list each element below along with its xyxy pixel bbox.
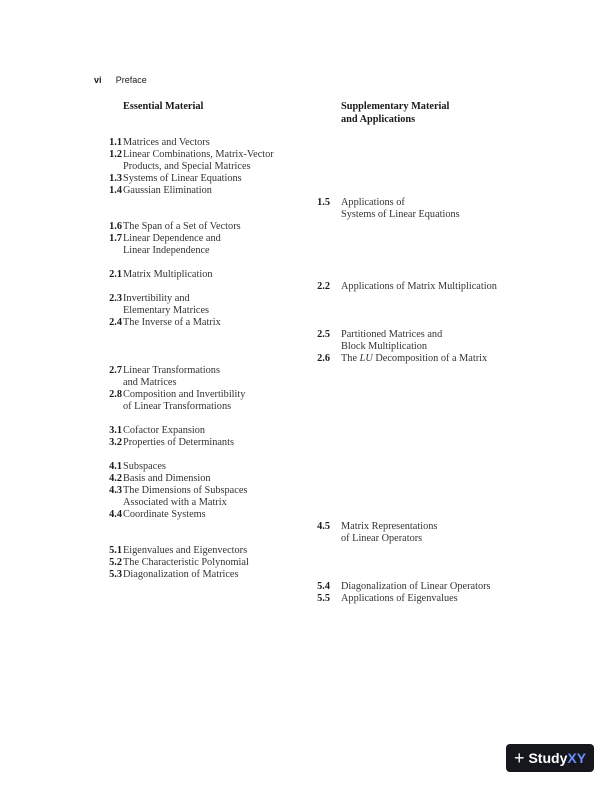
section-title-line: and Matrices [123, 377, 177, 389]
section-title-line: Basis and Dimension [123, 473, 211, 484]
section-title-line: Coordinate Systems [123, 509, 206, 520]
section-title-line: Cofactor Expansion [123, 425, 206, 436]
section-number: 2.7 [109, 365, 122, 376]
section-title [341, 521, 437, 545]
section-title [123, 137, 210, 149]
section-number: 4.4 [109, 509, 122, 520]
section-number: 2.3 [109, 293, 122, 304]
section-title-line: Block Multiplication [341, 341, 428, 353]
section-title [123, 269, 213, 281]
section-title-line: Linear Independence [123, 245, 210, 257]
section-number: 1.1 [109, 137, 122, 148]
section-title [123, 317, 221, 329]
section-number: 3.1 [109, 425, 122, 436]
section-title [123, 545, 247, 557]
section-title-line: Elementary Matrices [123, 305, 210, 317]
section-title-line: Invertibility and [123, 293, 190, 304]
section-number: 2.4 [109, 317, 122, 328]
section-title [123, 365, 220, 389]
running-title: Preface [115, 75, 147, 85]
section-title [341, 353, 487, 365]
section-title-line: Linear Combinations, Matrix-Vector [123, 149, 274, 160]
section-title-line: Diagonalization of Linear Operators [341, 581, 491, 592]
section-title-line: Systems of Linear Equations [123, 173, 242, 184]
section-title-line: Eigenvalues and Eigenvectors [123, 545, 248, 556]
section-number: 5.2 [109, 557, 122, 568]
section-title [123, 233, 221, 257]
section-title [123, 149, 274, 173]
section-title [123, 461, 166, 473]
section-number: 2.6 [317, 353, 330, 364]
section-number: 2.1 [109, 269, 122, 280]
section-title [123, 473, 211, 485]
section-number: 5.5 [317, 593, 330, 604]
section-title-line: Systems of Linear Equations [341, 209, 460, 221]
section-title [341, 197, 460, 221]
section-title-line: Matrix Multiplication [123, 269, 213, 280]
section-number: 4.1 [109, 461, 122, 472]
section-title-line: The Dimensions of Subspaces [123, 485, 248, 496]
section-number: 2.2 [317, 281, 330, 292]
section-title-line: Matrices and Vectors [123, 137, 210, 148]
page-header [94, 75, 147, 85]
section-number: 1.7 [109, 233, 122, 244]
section-title-line: Diagonalization of Matrices [123, 569, 239, 580]
studyxy-logo: + StudyXY [506, 744, 594, 772]
section-number: 1.4 [109, 185, 122, 196]
section-title [123, 173, 242, 185]
section-title [123, 221, 241, 233]
section-title [341, 593, 458, 605]
section-title-line: Applications of [341, 197, 405, 208]
section-number: 2.8 [109, 389, 122, 400]
section-title-line: The LU Decomposition of a Matrix [341, 353, 488, 364]
section-number: 1.5 [317, 197, 330, 208]
section-title-line: Composition and Invertibility [123, 389, 246, 400]
section-title [123, 293, 209, 317]
section-title-line: Properties of Determinants [123, 437, 234, 448]
section-title-line: The Inverse of a Matrix [123, 317, 221, 328]
section-number: 4.5 [317, 521, 330, 532]
section-number: 4.3 [109, 485, 122, 496]
section-number: 5.3 [109, 569, 122, 580]
section-title-line: Subspaces [123, 461, 166, 472]
section-number: 5.4 [317, 581, 330, 592]
section-number: 5.1 [109, 545, 122, 556]
section-number: 3.2 [109, 437, 122, 448]
section-number: 1.2 [109, 149, 122, 160]
plus-icon: + [513, 748, 525, 768]
section-title [123, 569, 239, 581]
section-number: 1.6 [109, 221, 122, 232]
section-title-line: Applications of Matrix Multiplication [341, 281, 497, 292]
section-title [123, 425, 205, 437]
section-title-line: Gaussian Elimination [123, 185, 212, 196]
essential-heading: Essential Material [123, 101, 204, 112]
section-title [123, 185, 212, 197]
section-title [341, 281, 497, 293]
section-title-line: The Span of a Set of Vectors [123, 221, 241, 232]
supplementary-heading: Supplementary Material and Applications [341, 101, 450, 125]
page-number: vi [94, 75, 102, 85]
section-title-line: Partitioned Matrices and [341, 329, 443, 340]
section-title-line: Products, and Special Matrices [123, 161, 251, 173]
section-title [123, 437, 234, 449]
section-title-line: of Linear Transformations [123, 401, 232, 413]
section-number: 1.3 [109, 173, 122, 184]
section-number: 4.2 [109, 473, 122, 484]
section-title-line: Matrix Representations [341, 521, 438, 532]
section-title [341, 581, 491, 593]
section-title [341, 329, 442, 353]
section-title-line: The Characteristic Polynomial [123, 557, 249, 568]
section-title [123, 557, 249, 569]
section-title-line: Associated with a Matrix [123, 497, 227, 509]
section-number: 2.5 [317, 329, 330, 340]
section-title-line: Linear Transformations [123, 365, 220, 376]
section-title [123, 485, 247, 509]
section-title [123, 509, 206, 521]
section-title [123, 389, 245, 413]
section-title-line: Linear Dependence and [123, 233, 221, 244]
section-title-line: of Linear Operators [341, 533, 423, 545]
section-title-line: Applications of Eigenvalues [341, 593, 458, 604]
